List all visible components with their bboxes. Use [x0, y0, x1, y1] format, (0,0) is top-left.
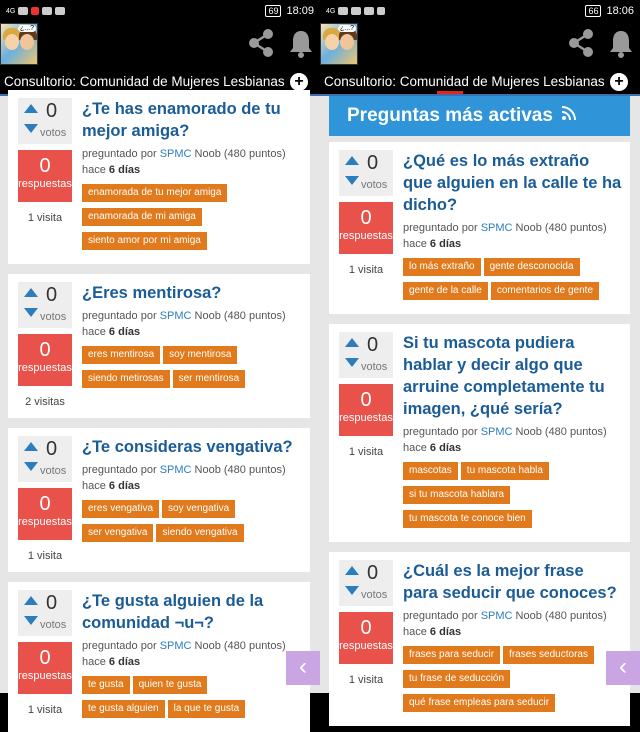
question-meta	[82, 462, 302, 494]
time-ago: 6 días	[108, 656, 141, 668]
user-link[interactable]: SPMC	[159, 148, 192, 160]
community-avatar[interactable]: ¿...?	[0, 23, 38, 65]
asked-by-label: preguntado por	[403, 222, 478, 234]
answer-box	[339, 384, 393, 436]
clock: 18:09	[286, 5, 314, 17]
share-icon[interactable]	[246, 28, 276, 58]
tag[interactable]: gente de la calle	[403, 282, 488, 300]
answer-label: respuestas	[18, 670, 72, 682]
question-title[interactable]: ¿Te has enamorado de tu mejor amiga?	[82, 100, 281, 140]
vote-box	[339, 150, 393, 196]
vote-down-icon[interactable]	[24, 124, 38, 133]
view-count: 1 visita	[27, 212, 63, 224]
answer-count: 0	[39, 339, 51, 361]
status-bar	[0, 0, 320, 22]
vote-box	[339, 332, 393, 378]
answer-label: respuestas	[339, 412, 393, 424]
vote-label: votos	[361, 361, 388, 373]
tab-community[interactable]: Consultorio: Comunidad de Mujeres Lesbianas	[4, 73, 285, 89]
tag[interactable]: mascotas	[403, 462, 458, 480]
time-ago: 6 días	[429, 626, 462, 638]
tag[interactable]: te gusta alguien	[82, 700, 165, 718]
vote-label: votos	[40, 311, 67, 323]
section-title: Preguntas más activas	[347, 105, 553, 126]
question-meta	[82, 308, 302, 340]
time-ago: 6 días	[429, 238, 462, 250]
question-title[interactable]: Si tu mascota pudiera hablar y decir algo que arruine completamente tu imagen, ¿qué sería?	[403, 334, 605, 418]
answer-box	[18, 150, 72, 202]
tag[interactable]: enamorada de mi amiga	[82, 208, 202, 226]
time-prefix: hace	[403, 626, 427, 638]
question-meta	[82, 146, 302, 178]
tab-community[interactable]: Consultorio: Comunidad de Mujeres Lesbianas	[324, 73, 605, 89]
phone-left	[0, 0, 320, 716]
vote-label: votos	[40, 619, 67, 631]
asked-by-label: preguntado por	[82, 310, 157, 322]
time-prefix: hace	[82, 164, 106, 176]
section-header	[329, 96, 630, 136]
vote-up-icon[interactable]	[24, 288, 38, 297]
answer-box	[339, 612, 393, 664]
app-icon	[55, 7, 65, 15]
question-meta	[403, 220, 622, 252]
tag-list	[82, 498, 302, 546]
status-bar	[320, 0, 640, 22]
tag-list	[82, 674, 302, 722]
signal-icon	[18, 7, 28, 15]
question-title[interactable]: ¿Cuál es la mejor frase para seducir que conoces?	[403, 562, 617, 602]
question-card[interactable]	[8, 582, 310, 732]
vote-count: 0	[46, 100, 58, 122]
tag-list	[82, 344, 302, 392]
question-feed[interactable]	[0, 96, 320, 716]
tag[interactable]: tu frase de seducción	[403, 670, 510, 688]
time-ago: 6 días	[429, 442, 462, 454]
tag[interactable]: te gusta	[82, 676, 130, 694]
time-ago: 6 días	[108, 480, 141, 492]
question-card[interactable]	[8, 274, 310, 418]
tag[interactable]: si tu mascota hablara	[403, 486, 510, 504]
vote-box	[18, 436, 72, 482]
vote-down-icon[interactable]	[345, 176, 359, 185]
vote-down-icon[interactable]	[24, 462, 38, 471]
time-prefix: hace	[403, 442, 427, 454]
app-bar	[320, 22, 640, 66]
question-title[interactable]: ¿Eres mentirosa?	[82, 284, 222, 302]
tag[interactable]: lo más extraño	[403, 258, 481, 276]
time-prefix: hace	[82, 326, 106, 338]
bell-icon[interactable]	[608, 28, 634, 58]
user-level: Noob (480 puntos)	[515, 222, 607, 234]
tag[interactable]: tu mascota te conoce bien	[403, 510, 532, 528]
vote-down-icon[interactable]	[345, 358, 359, 367]
vote-count: 0	[46, 284, 58, 306]
view-count: 1 visita	[27, 550, 63, 562]
vote-down-icon[interactable]	[345, 586, 359, 595]
asked-by-label: preguntado por	[82, 148, 157, 160]
share-icon[interactable]	[566, 28, 596, 58]
signal-icon	[338, 7, 348, 15]
answer-count: 0	[39, 155, 51, 177]
plus-circle-icon[interactable]: +	[610, 73, 628, 91]
app-icon	[364, 7, 374, 15]
signal-indicator: 4G	[6, 7, 16, 15]
question-title[interactable]: ¿Qué es lo más extraño que alguien en la calle te ha dicho?	[403, 152, 622, 214]
answer-label: respuestas	[18, 178, 72, 190]
answer-box	[18, 642, 72, 694]
tag[interactable]: ser mentirosa	[173, 370, 246, 388]
answer-label: respuestas	[339, 640, 393, 652]
time-ago: 6 días	[108, 326, 141, 338]
tag-list	[403, 256, 622, 304]
vote-box	[18, 590, 72, 636]
answer-count: 0	[39, 647, 51, 669]
bell-icon[interactable]	[288, 28, 314, 58]
user-level: Noob (480 puntos)	[515, 610, 607, 622]
time-prefix: hace	[82, 480, 106, 492]
vote-box	[18, 98, 72, 144]
view-count: 1 visita	[348, 446, 384, 458]
question-meta	[403, 608, 622, 640]
rss-icon[interactable]	[561, 105, 577, 127]
user-level: Noob (480 puntos)	[515, 426, 607, 438]
vote-up-icon[interactable]	[24, 442, 38, 451]
answer-count: 0	[360, 617, 372, 639]
tag[interactable]: soy mentirosa	[163, 346, 237, 364]
question-card[interactable]	[329, 142, 630, 314]
vote-down-icon[interactable]	[24, 616, 38, 625]
vote-down-icon[interactable]	[24, 308, 38, 317]
app-icon	[351, 7, 361, 15]
user-link[interactable]: SPMC	[159, 464, 192, 476]
time-prefix: hace	[82, 656, 106, 668]
asked-by-label: preguntado por	[403, 610, 478, 622]
answer-box	[18, 334, 72, 386]
user-link[interactable]: SPMC	[159, 640, 192, 652]
asked-by-label: preguntado por	[82, 464, 157, 476]
user-level: Noob (480 puntos)	[194, 640, 286, 652]
phone-right	[320, 0, 640, 708]
user-level: Noob (480 puntos)	[194, 464, 286, 476]
user-link[interactable]: SPMC	[159, 310, 192, 322]
user-link[interactable]: SPMC	[480, 222, 513, 234]
user-link[interactable]: SPMC	[480, 610, 513, 622]
notification-icon	[31, 7, 39, 15]
signal-indicator: 4G	[326, 7, 336, 15]
vote-box	[18, 282, 72, 328]
tag-list	[403, 460, 622, 532]
tag[interactable]: ser vengativa	[82, 524, 153, 542]
question-card[interactable]	[329, 552, 630, 726]
view-count: 2 visitas	[25, 396, 65, 408]
battery-indicator: 66	[585, 5, 601, 17]
vote-label: votos	[361, 589, 388, 601]
plus-circle-icon[interactable]: +	[290, 73, 308, 91]
vote-label: votos	[361, 179, 388, 191]
question-meta	[403, 424, 622, 456]
vote-count: 0	[367, 334, 379, 356]
tag[interactable]: la que te gusta	[168, 700, 246, 718]
answer-label: respuestas	[18, 516, 72, 528]
battery-indicator: 69	[265, 5, 281, 17]
community-avatar[interactable]: ¿...?	[320, 23, 358, 65]
view-count: 1 visita	[27, 704, 63, 716]
vote-label: votos	[40, 465, 67, 477]
vote-up-icon[interactable]	[345, 338, 359, 347]
tag[interactable]: frases para seducir	[403, 646, 500, 664]
question-card[interactable]	[8, 90, 310, 264]
user-level: Noob (480 puntos)	[194, 310, 286, 322]
tag[interactable]: comentarios de gente	[491, 282, 599, 300]
tag[interactable]: quien te gusta	[133, 676, 208, 694]
tag[interactable]: enamorada de tu mejor amiga	[82, 184, 227, 202]
view-count: 1 visita	[348, 674, 384, 686]
tag[interactable]: tu mascota habla	[461, 462, 549, 480]
vote-count: 0	[367, 152, 379, 174]
answer-box	[18, 488, 72, 540]
community-tab-bar	[320, 66, 640, 96]
chevron-left-icon[interactable]: ‹	[606, 651, 640, 685]
app-icon	[377, 7, 385, 15]
tag[interactable]: siento amor por mi amiga	[82, 232, 207, 250]
vote-up-icon[interactable]	[345, 566, 359, 575]
tag[interactable]: eres vengativa	[82, 500, 159, 518]
question-title[interactable]: ¿Te consideras vengativa?	[82, 438, 293, 456]
vote-count: 0	[46, 592, 58, 614]
vote-up-icon[interactable]	[24, 596, 38, 605]
tag-list	[82, 182, 302, 254]
view-count: 1 visita	[348, 264, 384, 276]
vote-up-icon[interactable]	[345, 156, 359, 165]
question-card[interactable]	[8, 428, 310, 572]
vote-count: 0	[367, 562, 379, 584]
tag[interactable]: siendo metirosas	[82, 370, 170, 388]
vote-count: 0	[46, 438, 58, 460]
app-icon	[42, 7, 52, 15]
answer-count: 0	[39, 493, 51, 515]
question-feed[interactable]	[320, 96, 640, 708]
tag[interactable]: gente desconocida	[484, 258, 580, 276]
question-card[interactable]	[329, 324, 630, 542]
answer-label: respuestas	[18, 362, 72, 374]
tag[interactable]: soy vengativa	[162, 500, 235, 518]
vote-box	[339, 560, 393, 606]
tag[interactable]: siendo vengativa	[156, 524, 243, 542]
answer-count: 0	[360, 389, 372, 411]
tag-list	[403, 644, 622, 716]
chevron-left-icon[interactable]: ‹	[286, 651, 320, 685]
app-bar	[0, 22, 320, 66]
asked-by-label: preguntado por	[82, 640, 157, 652]
clock: 18:06	[606, 5, 634, 17]
asked-by-label: preguntado por	[403, 426, 478, 438]
user-level: Noob (480 puntos)	[194, 148, 286, 160]
time-ago: 6 días	[108, 164, 141, 176]
answer-box	[339, 202, 393, 254]
tag[interactable]: frases seductoras	[503, 646, 594, 664]
tag[interactable]: qué frase empleas para seducir	[403, 694, 555, 712]
question-meta	[82, 638, 302, 670]
tag[interactable]: eres mentirosa	[82, 346, 160, 364]
answer-label: respuestas	[339, 230, 393, 242]
question-title[interactable]: ¿Te gusta alguien de la comunidad ¬u¬?	[82, 592, 264, 632]
user-link[interactable]: SPMC	[480, 426, 513, 438]
vote-up-icon[interactable]	[24, 104, 38, 113]
vote-label: votos	[40, 127, 67, 139]
answer-count: 0	[360, 207, 372, 229]
time-prefix: hace	[403, 238, 427, 250]
